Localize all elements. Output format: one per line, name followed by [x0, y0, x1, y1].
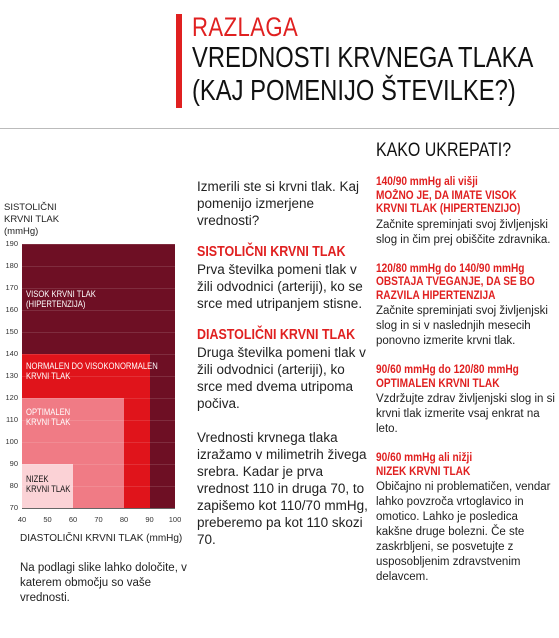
y-gridline — [22, 310, 175, 311]
action-category: OBSTAJA TVEGANJE, DA SE BO — [376, 276, 535, 288]
y-gridline — [22, 464, 175, 465]
action-text: Vzdržujte zdrav življenjski slog in si krvni tlak izmerite vsaj enkrat na leto. — [376, 393, 555, 435]
y-tick-label: 80 — [9, 481, 18, 490]
kicker: RAZLAGA — [192, 12, 299, 42]
y-gridline — [22, 420, 175, 421]
y-gridline — [22, 376, 175, 377]
y-tick-label: 130 — [5, 371, 18, 380]
y-tick-label: 190 — [5, 239, 18, 248]
title-line-2: (KAJ POMENIJO ŠTEVILKE?) — [192, 75, 516, 107]
systolic-text: Prva številka pomeni tlak v žili odvodnici (arteriji), ko se srce med utripanjem stisne. — [197, 262, 363, 311]
action-range: 140/90 mmHg ali višji — [376, 176, 478, 188]
action-category: KRVNI TLAK (HIPERTENZIJO) — [376, 203, 521, 215]
action-category: MOŽNO JE, DA IMATE VISOK — [376, 189, 517, 202]
actions-column — [376, 140, 556, 600]
action-text: Običajno ni problematičen, vendar lahko povzroča vrtoglavico in omotico. Lahko je posledica kakšne druge bolezni. Če ste zaskrbljeni, se posvetujte z usposobljenim zdravstvenim delavcem. — [376, 481, 551, 583]
action-range: 90/60 mmHg do 120/80 mmHg — [376, 364, 519, 376]
y-tick-label: 170 — [5, 283, 18, 292]
x-tick-label: 50 — [43, 515, 52, 524]
x-tick-label: 80 — [119, 515, 129, 524]
systolic-heading: SISTOLIČNI KRVNI TLAK — [197, 244, 346, 260]
x-tick-label: 60 — [68, 515, 78, 524]
diastolic-heading: DIASTOLIČNI KRVNI TLAK — [197, 327, 356, 343]
title-line-1: VREDNOSTI KRVNEGA TLAKA — [192, 42, 534, 74]
y-gridline — [22, 288, 175, 289]
y-tick-label: 70 — [9, 503, 18, 512]
intro-text: Izmerili ste si krvni tlak. Kaj pomenijo izmerjene vrednosti? — [197, 179, 360, 228]
x-tick-label: 70 — [94, 515, 103, 524]
action-range: 90/60 mmHg ali nižji — [376, 452, 473, 464]
y-axis-label-line: (mmHg) — [4, 226, 39, 237]
action-text: Začnite spreminjati svoj življenjski slog in si v naslednjih mesecih ponovno izmerite krvni tlak. — [376, 305, 548, 347]
x-axis-label: DIASTOLIČNI KRVNI TLAK (mmHg) — [20, 533, 183, 544]
y-gridline — [22, 442, 175, 443]
chart-zone-label: NIZEK KRVNI TLAK — [26, 473, 71, 494]
x-tick-label: 40 — [17, 515, 27, 524]
x-tick-label: 100 — [168, 515, 182, 524]
y-tick-label: 160 — [5, 305, 18, 314]
action-text: Začnite spreminjati svoj življenjski slog in čim prej obiščite zdravnika. — [376, 218, 551, 246]
y-gridline — [22, 486, 175, 487]
y-tick-label: 90 — [9, 459, 18, 468]
action-category: OPTIMALEN KRVNI TLAK — [376, 377, 500, 390]
bp-chart — [0, 0, 190, 560]
page-title — [192, 42, 533, 108]
action-item-high — [376, 176, 556, 248]
action-item-optimal — [376, 364, 556, 437]
y-tick-label: 100 — [5, 437, 18, 446]
y-gridline — [22, 332, 175, 333]
y-tick-label: 120 — [5, 393, 18, 402]
explanation-column — [197, 178, 369, 548]
diastolic-text: Druga številka pomeni tlak v žili odvodnici (arteriji), ko srce med dvema utripoma počiva. — [197, 345, 366, 411]
units-text: Vrednosti krvnega tlaka izražamo v milimetrih živega srebra. Kadar je prva vrednost 110 in druga 70, to zapišemo kot 110/70 mmHg, preberemo pa kot 110 skozi 70. — [197, 430, 368, 547]
y-tick-label: 110 — [6, 415, 18, 424]
chart-zone-label: VISOK KRVNI TLAK (HIPERTENZIJA) — [26, 289, 96, 309]
action-range: 120/80 mmHg do 140/90 mmHg — [376, 262, 525, 275]
action-item-low — [376, 452, 556, 585]
action-category: RAZVILA HIPERTENZIJA — [376, 289, 496, 302]
action-category: NIZEK KRVNI TLAK — [376, 465, 471, 478]
y-tick-label: 180 — [5, 261, 18, 270]
x-axis — [22, 508, 175, 509]
x-tick-label: 90 — [145, 515, 154, 524]
y-tick-label: 140 — [5, 349, 18, 358]
action-item-risk — [376, 263, 556, 350]
y-gridline — [22, 266, 175, 267]
y-tick-label: 150 — [5, 327, 18, 336]
y-axis-label-line: SISTOLIČNI — [4, 202, 57, 213]
actions-heading: KAKO UKREPATI? — [376, 140, 512, 161]
chart-zone-label: OPTIMALEN KRVNI TLAK — [26, 406, 71, 427]
y-gridline — [22, 354, 175, 355]
y-gridline — [22, 244, 175, 245]
y-gridline — [22, 398, 175, 399]
chart-note: Na podlagi slike lahko določite, v katerem območju so vaše vrednosti. — [20, 562, 187, 604]
chart-zone-label: NORMALEN DO VISOKONORMALEN KRVNI TLAK — [26, 360, 158, 381]
y-axis-label-line: KRVNI TLAK — [4, 214, 60, 225]
